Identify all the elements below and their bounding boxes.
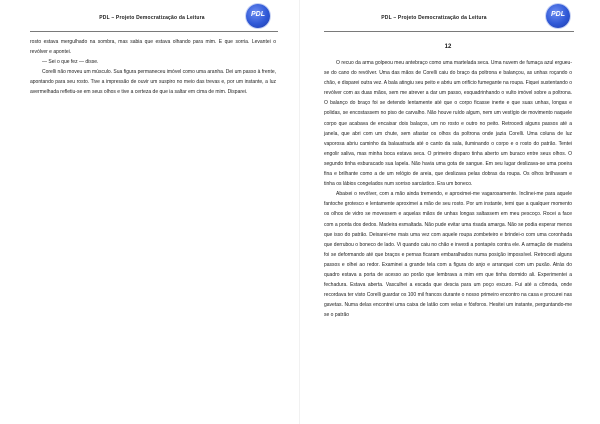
header-rule <box>30 31 278 32</box>
logo-text: PDL <box>551 11 565 18</box>
page-header <box>324 0 572 34</box>
paragraph: rosto estava mergulhado na sombra, mas sabia que estava olhando para mim. E que sorria. Levantei o revólver e apontei. <box>30 39 276 56</box>
page-number: 12 <box>444 44 452 50</box>
header-title: PDL – Projeto Democratização da Leitura <box>99 15 205 21</box>
pdl-logo <box>246 4 270 28</box>
paragraph: Abaixei o revólver, com a mão ainda tremendo, e aproximei-me vagarosamente. Inclinei-me para aquele fantoche grotesco e lentamente aproximei a mão de seu rosto. Por um instante, temi que a qualquer momento os olhos de vidro se movessem e aquelas mãos de unhas longas saltassem em meu pescoço. Rocei a face com a ponta dos dedos. Madeira esmaltada. Não pude evitar uma risada amarga. Não se podia esperar menos que isso do patrão. Deixarei-me mais uma vez com aquele roupa zombeteiro e brindei-o com uma coronhada que derrubou o boneco de lado. Vi quando caiu no chão e investi a pontapés contra ele. A armação de madeira foi se deformando até que braços e pernas ficaram embaralhados numa posição impossível. Retrocedi alguns passos e olhei ao redor. Examinei a grande tela com a figura do anjo e arranquei com um puxão. Atrás do quadro estava a porta de acesso ao porão que lembrava a mim em que tinha dormido ali. Experimentei a fechadura. Estava aberta. Vasculhei a escada que descia para um poço escuro. Fui até a cômoda, onde recordava ter visto Corelli guardar os 100 mil francos durante o nosso primeiro encontro na casa e procurei nas gavetas. Numa delas encontrei uma caixa de latão com velas e fósforos. Hesitei um instante, perguntando-me se o patrão <box>324 191 572 319</box>
header-rule <box>324 31 574 32</box>
left-page-body <box>30 37 276 98</box>
header-title: PDL – Projeto Democratização da Leitura <box>381 15 487 21</box>
logo-text: PDL <box>251 11 265 18</box>
right-page <box>300 0 600 424</box>
page-header <box>30 0 276 34</box>
paragraph: Corelli não moveu um músculo. Sua figura permaneceu imóvel como uma aranha. Dei um passo à frente, apontando para seu rosto. Tive a impressão de ouvir um suspiro no meio das trevas e, por um instante, a luz avermelhada refletiu-se em seus olhos e tive a certeza de que ia saltar em cima de mim. Disparei. <box>30 69 277 96</box>
pdl-logo <box>546 4 570 28</box>
right-page-body <box>324 58 572 320</box>
paragraph: — Sei o que fez — disse. <box>42 59 99 66</box>
paragraph: O recuo da arma golpeou meu antebraço como uma martelada seca. Uma nuvem de fumaça azul ergueu-se do cano do revólver. Uma das mãos de Corelli caiu do braço da poltrona e balançou, as unhas roçando o chão, e disparei outra vez. A bala atingiu seu peito e abriu um orifício fumegante na roupa. Fiquei sustentando o revólver com as duas mãos, sem me atrever a dar um passo, esquadrinhando o vulto imóvel sobre a poltrona. O balanço do braço foi se detendo lentamente até que o corpo ficasse inerte e que suas unhas, longas e polidas, se encostassem no piso de carvalho. Não houve ruído algum, nem um vestígio de movimento naquele corpo que acabava de encaixar dois balaços, um no rosto e outro no peito. Retrocedi alguns passos até a janela, que abri com um chute, sem afastar os olhos da poltrona onde jazia Corelli. Uma coluna de luz vaporosa abriu caminho da balaustrada até o canto da sala, iluminando o corpo e o rosto do patrão. Tentei engolir saliva, mas minha boca estava seca. O primeiro disparo tinha aberto um buraco entre seus olhos. O segundo tinha esburacado sua lapela. Não havia uma gota de sangue. Em seu lugar deslizava-se uma poeira fina e brilhante como a de um relógio de areia, que deslizava pelas dobras da roupa. Os olhos brilhavam e tinha os lábios congelados num sorriso sarcástico. Era um boneco. <box>324 60 572 188</box>
